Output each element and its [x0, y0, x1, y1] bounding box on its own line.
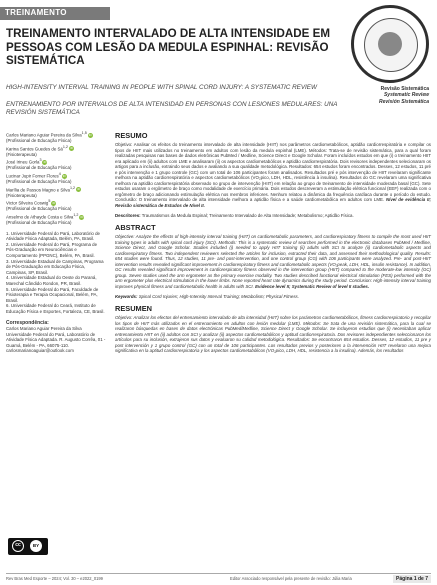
title-spanish: ENTRENAMIENTO POR INTERVALOS DE ALTA INTENSIDAD EN PERSONAS CON LESIONES MEDULARES: UNA REVISIÓN SISTEMÁTICA — [6, 101, 338, 116]
author-affiliation-marker: 5 — [48, 199, 51, 204]
footer-divider — [6, 573, 431, 574]
resumo-level: Nível de evidência II; Revisão sistemática de Estudos de Nível II. — [115, 197, 431, 209]
author-name: José Irineu Gorla — [6, 159, 40, 165]
page-number: Página 1 de 7 — [393, 575, 431, 583]
abstract-text — [115, 234, 431, 289]
orcid-icon[interactable]: iD — [70, 146, 73, 151]
keywords — [115, 294, 431, 300]
resumo-text — [115, 142, 431, 209]
affiliation-item: 1. Universidade Federal do Pará, Laboratório de Atividade Física Adaptada, Belém, PA, Brasil. — [6, 230, 100, 242]
author-name: Anselmo de Athayde Costa e Silva — [6, 214, 74, 220]
affiliation-item: 2. Universidade Federal do Pará, Programa de Pós-Graduação em Neurociências e Comportamento (PPGNC), Belém, PA, Brasil. — [6, 241, 98, 258]
abstract-level: Evidence level II; Systematic Review of level II studies. — [255, 284, 370, 290]
author-affiliation-marker: 1,5 — [81, 131, 87, 135]
seal-ring — [364, 18, 418, 72]
author-role: (Fisioterapeuta) — [6, 192, 37, 198]
resumo-heading: RESUMO — [115, 131, 148, 140]
author-affiliation-marker: 4 — [58, 171, 61, 176]
author-sidebar — [6, 131, 106, 354]
by-icon: BY — [30, 540, 42, 552]
cc-icon: cc — [12, 540, 24, 552]
resumen-heading: RESUMEN — [115, 304, 152, 314]
author-entry — [6, 145, 106, 158]
orcid-icon[interactable]: iD — [62, 173, 66, 178]
author-name: Lucinar Jupir Forner Flores — [6, 173, 59, 179]
review-type-en: Systematic Review — [383, 92, 429, 99]
author-affiliation-marker: 1,2 — [69, 185, 76, 190]
abstract-body: Objective: Analyze the effects of high-intensity interval training (HIIT) on cardiometabolic parameters, and cardiorespiratory fitness to compile the most used HIIT training types in adults with spinal cord injury (SCI). Methods: This is a systematic review of searches performed in the electronic databases PubMed / Medline, Science Direct, and Google Scholar. Studies included (i) needed to apply HIIT training (ii) adults with SCI to analyze (ii) cardiometabolic aspects and cardiorespiratory fitness. Two independent reviewers selected the articles for inclusion, extracted their data, and assessed their methodological quality. Results: 654 studies were found. Thus, 12 studies, 11 pre- and post-intervention, and one control group (CG) with 106 participants were analyzed. Pre- and post-HIIT intervention results revealed significant improvement in cardiorespiratory fitness and cardiometabolic aspects (VO₂peak, LDH, HDL, insulin resistance). In addition, GC results revealed significant improvement in cardiorespiratory fitness observed in the intervention group (HIIT) compared to the moderate-low intensity (GC) group. Seven studies used the arm ergometer as the primary exercise modality. Two studies described functional electrical stimulation (FES) performed with the arm ergometer plus electrical stimulation in the lower limbs. None reported heart rate dynamics during the study period. Conclusion: High-intensity interval training improves physical fitness and cardiometabolic health in adults with SCI. — [115, 234, 431, 290]
descritores-label: Descritores: — [115, 212, 141, 218]
author-name: Carlos Mariano Aguiar Pereira da Silva — [6, 132, 82, 138]
author-list — [6, 131, 106, 226]
resumen-text: Objetivo: Analizar los efectos del entrenamiento intervalado de alta intensidad (HIIT) sobre los parámetros cardiometabólicos, fitness cardiorrespiratorio y recopilar los tipos de HIIT más utilizados en el entrenamiento en adultos con lesión medular (LME). Métodos: Se trata de una revisión sistemática, para la cual se realizaron búsquedas en bases de datos electrónicas PubMed/Medline, Science Direct y Google Scholar. Se incluyeron estudios que (i) necesitaban aplicar entrenamiento HIIT en (ii) adultos con SCI y analizar (ii) aspectos cardiometabólicos y aptitud cardiorrespiratoria. Dos revisores independientes seleccionaron los artículos para su inclusión, extrajeron sus datos y evaluaron su calidad metodológica. Resultados: Se encontraron 654 estudios. Desses, 12 estudios, 11 pre y post intervención y 1 grupo control (GC) con un total de 106 participantes. Los resultados previos y posteriores a la intervención HIIT revelaron una mejora significativa en la aptitud cardiorrespiratoria y los aspectos cardiometabólicos (VO₂pico, LDH, HDL, resistencia a la insulina). Además, los resultados — [115, 315, 431, 354]
author-entry — [6, 172, 106, 185]
affiliation-item: 5. Universidade Federal do Pará, Faculdade de Fisioterapia e Terapia Ocupacional, Belém, PA, Brasil. — [6, 286, 99, 303]
author-affiliation-marker: 1,2 — [62, 144, 68, 149]
author-entry — [6, 213, 106, 226]
orcid-icon[interactable]: iD — [80, 214, 84, 219]
orcid-icon[interactable]: iD — [88, 132, 92, 137]
descritores-text: Traumatismos da Medula Espinal; Treinamento Intervalado de Alta Intensidade; Metabolismo; Aptidão Física. — [141, 212, 354, 218]
orcid-icon[interactable]: iD — [77, 187, 80, 192]
author-affiliation-marker: 3 — [39, 158, 42, 163]
seal-emblem — [378, 32, 402, 56]
footer-editor: Editor Associado responsável pela presente de revisão: Júlia Maria — [230, 576, 352, 581]
article-title: TREINAMENTO INTERVALADO DE ALTA INTENSIDADE EM PESSOAS COM LESÃO DA MEDULA ESPINHAL: REVISÃO SISTEMÁTICA — [6, 27, 330, 68]
affiliation-item: 4. Universidade Estadual do Oeste do Paraná, Marechal Cândido Rondon, PR, Brasil. — [6, 275, 97, 286]
author-role: (Profissional de Educação Física) — [6, 179, 72, 185]
section-label: TREINAMENTO — [5, 8, 67, 17]
author-role: (Profissional de Educação Física) — [6, 165, 72, 171]
journal-seal-logo — [351, 5, 429, 83]
author-name: Karina Santos Guedes de Sá — [6, 146, 63, 152]
keywords-text: Spinal Cord Injuries; High-Intensity Interval Training; Metabolism; Physical Fitness. — [138, 293, 299, 299]
author-affiliation-marker: 1,2 — [73, 212, 79, 217]
correspondence-text: Carlos Mariano Aguiar Pereira da Silva Universidade Federal do Pará, Laboratório de Atividade Física Adaptada. R. Augusto Corrêa, 01 - Guamá, Belém - PA, 66075-110. carlosmarianoaguiar@outlook.com — [6, 326, 106, 354]
keywords-label: Keywords: — [115, 293, 138, 299]
affiliation-list — [6, 231, 106, 315]
section-band — [0, 7, 110, 20]
descritores — [115, 213, 431, 219]
author-entry — [6, 131, 106, 144]
review-type-es: Revisión Sistemática — [378, 98, 429, 105]
author-entry — [6, 158, 106, 171]
affiliation-item: 6. Universidade Federal do Ceará, Instituto de Educação Física e Esportes, Fortaleza, CE, Brasil. — [6, 303, 105, 314]
author-name: Victor Silveira Coswig — [6, 200, 49, 206]
orcid-icon[interactable]: iD — [43, 160, 47, 165]
resumo-body: Objetivo: Analisar os efeitos do treinamento intervalado de alta intensidade (HIIT) nos parâmetros cardiometabólicos, aptidão cardiorrespiratória e compilar os tipos de HIIT mais utilizados no treinamento em adultos com lesão da medula espinhal (LME). Métodos: Trata-se de revisão sistemática, para a qual foram realizadas pesquisas nas bases de dados eletrônicas PubMed / Medline, Science Direct e Google Scholar. Foram incluídos estudos em que (i) o treinamento HIIT era aplicado em (ii) adultos com LME e analisaram (ii) os aspectos cardiometabólicos e aptidão cardiorrespiratória. Dois revisores independentes selecionaram os artigos para a inclusão, extraindo seus dados e avaliando a sua qualidade metodológica. Resultados: 654 estudos foram encontrados. Desses, 12 estudos, 11 pré e pós intervenção e 1 grupo controle (GC) com um total de 106 participantes foram analisados. Resultados pré e pós intervenção de HIIT revelaram significante melhora na aptidão cardiorrespiratória e aspectos cardiometabólicos (VO₂pico, LDH, HDL, resistência à insulina). Resultados do GC revelaram uma significativa melhora na aptidão cardiorrespiratória observado no grupo de intervenção (HIIT) em relação ao grupo de treinamento de intensidade moderada basal (GC). Sete estudos usaram o ergômetro de braço como modalidade de exercício primária. Dois estudos descreveram a estimulação elétrica funcional (EEF) realizada com o ergômetro de braço adicionando estimulação elétrica nos membros inferiores. Nenhum relatou a dinâmica da frequência cardíaca durante o período do estudo. Conclusão: O treinamento intervalado de alta intensidade melhora a aptidão física e a saúde cardiometabólica em adultos com LME. — [115, 142, 431, 203]
review-type-pt: Revisão Sistemática — [380, 86, 429, 92]
author-name: Marília de Passos Magno e Silva — [6, 187, 70, 193]
orcid-icon[interactable]: iD — [52, 201, 56, 206]
abstract-column — [115, 131, 431, 354]
affiliation-item: 3. Universidade Estadual de Campinas, Programa de Pós-Graduação em Educação Física, Campinas, SP, Brasil. — [6, 258, 104, 275]
cc-license-badge[interactable] — [8, 538, 48, 555]
author-role: (Profissional de Educação Física) — [6, 220, 72, 225]
footer-citation: Rev Bras Med Esporte – 2024; Vol. 30 – e2022_0199 — [6, 576, 103, 581]
author-entry — [6, 199, 106, 212]
author-role: (Profissional de Educação Física) — [6, 206, 72, 212]
correspondence-heading: Correspondência: — [6, 319, 49, 326]
author-entry — [6, 186, 106, 199]
title-english: HIGH-INTENSITY INTERVAL TRAINING IN PEOPLE WITH SPINAL CORD INJURY: A SYSTEMATIC REVIEW — [6, 84, 317, 91]
author-role: (Fisioterapeuta) — [6, 151, 37, 157]
author-role: (Profissional de Educação Física) — [6, 138, 72, 144]
abstract-heading: ABSTRACT — [115, 223, 156, 233]
